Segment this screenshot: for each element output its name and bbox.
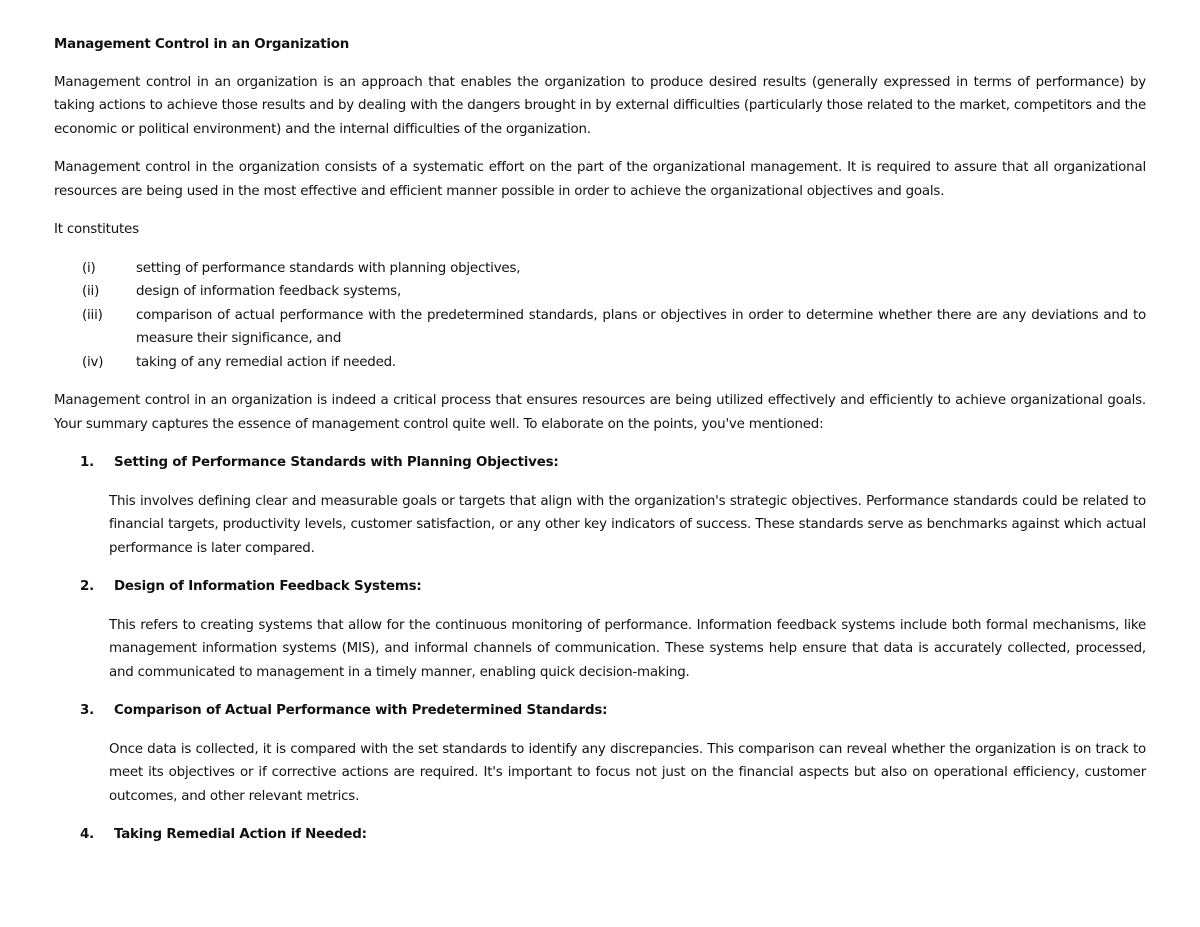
numbered-item-body: This refers to creating systems that allow for the continuous monitoring of performance. Information feedback systems include both formal mechanisms, like management information systems (MIS), and informal channels of communication. These systems help ensure that data is accurately collected, processed, and communicated to management in a timely manner, enabling quick decision-making. (109, 617, 1146, 680)
numbered-item-title: Comparison of Actual Performance with Predetermined Standards: (114, 703, 608, 718)
numbered-item-body: Once data is collected, it is compared with the set standards to identify any discrepancies. This comparison can reveal whether the organization is on track to meet its objectives or if corrective actions are required. It's important to focus not just on the financial aspects but also on operational efficiency, customer outcomes, and other relevant metrics. (109, 741, 1146, 804)
paragraph-it-constitutes: It constitutes (54, 222, 139, 237)
document-page (54, 33, 1146, 862)
paragraph-systematic-effort: Management control in the organization consists of a systematic effort on the part of the organizational management. It is required to assure that all organizational resources are being used in the most effective and efficient manner possible in order to achieve the organizational objectives and goals. (54, 160, 1146, 199)
numbered-item-title: Setting of Performance Standards with Planning Objectives: (114, 455, 559, 470)
list-item (54, 304, 1146, 351)
list-item-number: (ii) (82, 284, 100, 299)
numbered-item-index: 4. (80, 827, 95, 842)
list-item (54, 351, 1146, 375)
list-item-number: (iii) (82, 307, 103, 323)
numbered-item (54, 575, 1146, 684)
numbered-item-index: 1. (80, 455, 95, 470)
document-title: Management Control in an Organization (54, 37, 350, 52)
list-item-number: (iv) (82, 354, 104, 370)
list-item-text: taking of any remedial action if needed. (136, 354, 396, 370)
numbered-item-body: This involves defining clear and measurable goals or targets that align with the organization's strategic objectives. Performance standards could be related to financial targets, productivity levels, customer satisfaction, or any other key indicators of success. These standards serve as benchmarks against which actual performance is later compared. (109, 493, 1146, 556)
numbered-item-heading (54, 823, 1146, 847)
numbered-item-heading (54, 575, 1146, 599)
numbered-item-index: 3. (80, 703, 95, 718)
roman-list (54, 257, 1146, 375)
list-item-text: design of information feedback systems, (136, 284, 401, 299)
list-item (54, 280, 1146, 304)
paragraph-intro: Management control in an organization is an approach that enables the organization to produce desired results (generally expressed in terms of performance) by taking actions to achieve those results and by dealing with the dangers brought in by external difficulties (particularly those related to the market, competitors and the economic or political environment) and the internal difficulties of the organization. (54, 74, 1146, 137)
numbered-item (54, 699, 1146, 808)
list-item-text: comparison of actual performance with the predetermined standards, plans or objectives in order to determine whether there are any deviations and to measure their significance, and (136, 307, 1146, 346)
list-item-text: setting of performance standards with planning objectives, (136, 260, 521, 276)
numbered-item-title: Taking Remedial Action if Needed: (114, 827, 367, 842)
paragraph-elaboration: Management control in an organization is indeed a critical process that ensures resources are being utilized effectively and efficiently to achieve organizational goals. Your summary captures the essence of management control quite well. To elaborate on the points, you've mentioned: (54, 393, 1146, 432)
numbered-item-index: 2. (80, 579, 95, 594)
list-item-number: (i) (82, 260, 96, 276)
numbered-item (54, 451, 1146, 560)
numbered-item-title: Design of Information Feedback Systems: (114, 579, 422, 594)
numbered-item (54, 823, 1146, 847)
list-item (54, 257, 1146, 281)
numbered-item-heading (54, 451, 1146, 475)
numbered-item-heading (54, 699, 1146, 723)
